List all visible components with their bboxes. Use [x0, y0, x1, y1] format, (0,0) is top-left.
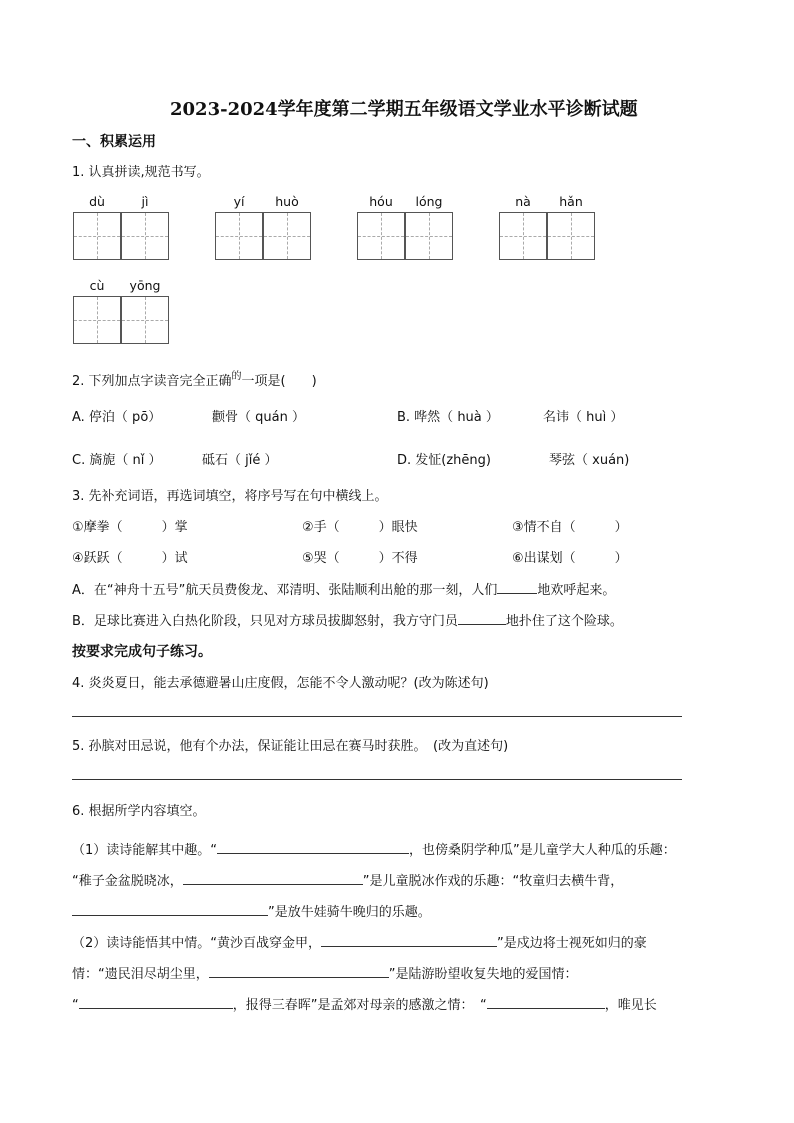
option-c1[interactable]: C. 旖旎（ nǐ ）	[72, 453, 162, 468]
writing-grid-box[interactable]	[405, 212, 453, 260]
question-2-text-end: 一项是( )	[241, 374, 317, 389]
fill-blank[interactable]	[458, 612, 506, 625]
pinyin-label: huò	[275, 194, 299, 209]
writing-grid-box[interactable]	[499, 212, 547, 260]
writing-grid-box[interactable]	[121, 296, 169, 344]
q6-text: ，报得三春晖”是孟郊对母亲的感激之情： “	[232, 998, 487, 1013]
question-6: 6. 根据所学内容填空。	[72, 804, 206, 819]
q6-text: ”是儿童脱冰作戏的乐趣：“牧童归去横牛背，	[362, 874, 624, 889]
q6-part2-line2	[72, 963, 578, 982]
fill-blank[interactable]	[497, 581, 537, 594]
q6-text: （1）读诗能解其中趣。“	[72, 843, 218, 858]
q6-text: ”是陆游盼望收复失地的爱国情：	[388, 967, 578, 982]
idiom-item[interactable]: ⑤哭（ ）不得	[302, 551, 418, 566]
q6-part2-line1	[72, 932, 647, 951]
writing-grid-box[interactable]	[73, 212, 121, 260]
option-a2: 颧骨（ quán ）	[212, 410, 305, 425]
option-d2: 琴弦（ xuán)	[549, 453, 630, 468]
q6-text: “稚子金盆脱晓冰，	[72, 874, 183, 889]
pinyin-label: hóu	[369, 194, 393, 209]
pinyin-label: yōng	[129, 278, 161, 293]
sentence-b-start: B．足球比赛进入白热化阶段，只见对方球员拔脚怒射，我方守门员	[72, 614, 458, 629]
q6-part2-line3	[72, 994, 657, 1013]
writing-grid-box[interactable]	[263, 212, 311, 260]
pinyin-label: dù	[89, 194, 105, 209]
answer-line[interactable]	[72, 716, 682, 717]
pinyin-label: lóng	[415, 194, 443, 209]
question-4: 4. 炎炎夏日，能去承德避暑山庄度假，怎能不令人激动呢？(改为陈述句)	[72, 676, 489, 691]
q6-text: “	[72, 998, 79, 1013]
fill-blank[interactable]	[209, 965, 389, 978]
fill-blank[interactable]	[321, 934, 497, 947]
writing-grid-box[interactable]	[121, 212, 169, 260]
fill-blank[interactable]	[487, 996, 605, 1009]
question-2	[72, 367, 317, 389]
idiom-item[interactable]: ③情不自（ ）	[512, 520, 628, 535]
q6-text: ”是放牛娃骑牛晚归的乐趣。	[268, 905, 431, 920]
sentence-b-end: 地扑住了这个险球。	[505, 614, 623, 629]
q6-part1-line3	[72, 901, 431, 920]
section-heading-sentences: 按要求完成句子练习。	[72, 644, 212, 660]
idiom-item[interactable]: ①摩拳（ ）掌	[72, 520, 188, 535]
option-b1[interactable]: B. 哗然（ huà ）	[397, 410, 499, 425]
pinyin-label: yí	[233, 194, 245, 209]
sentence-a-end: 地欢呼起来。	[537, 583, 616, 598]
dotted-char: 的	[231, 371, 242, 382]
answer-line[interactable]	[72, 779, 682, 780]
fill-blank[interactable]	[217, 841, 409, 854]
question-2-text: 2. 下列加点字读音完全正确	[72, 374, 232, 389]
question-1: 1. 认真拼读,规范书写。	[72, 165, 210, 180]
pinyin-label: hǎn	[559, 194, 583, 209]
sentence-a	[72, 579, 615, 598]
writing-grid-box[interactable]	[215, 212, 263, 260]
pinyin-label: cù	[89, 278, 105, 293]
option-c2: 砥石（ jǐé ）	[202, 453, 278, 468]
q6-text: ，唯见长	[604, 998, 657, 1013]
option-b2: 名讳（ huì ）	[543, 410, 624, 425]
writing-grid-box[interactable]	[357, 212, 405, 260]
q6-part1-line1	[72, 839, 676, 858]
question-5: 5. 孙膑对田忌说，他有个办法，保证能让田忌在赛马时获胜。 (改为直述句)	[72, 739, 509, 754]
writing-grid-box[interactable]	[547, 212, 595, 260]
option-d1[interactable]: D. 发怔(zhēng)	[397, 453, 491, 468]
pinyin-label: jì	[141, 194, 149, 209]
pinyin-label: nà	[515, 194, 531, 209]
sentence-a-start: A．在“神舟十五号”航天员费俊龙、邓清明、张陆顺利出舱的那一刻，人们	[72, 583, 498, 598]
fill-blank[interactable]	[72, 903, 268, 916]
fill-blank[interactable]	[183, 872, 363, 885]
idiom-item[interactable]: ⑥出谋划（ ）	[512, 551, 628, 566]
question-3: 3. 先补充词语，再选词填空，将序号写在句中横线上。	[72, 489, 388, 504]
writing-grid-box[interactable]	[73, 296, 121, 344]
q6-text: ”是戍边将士视死如归的豪	[497, 936, 647, 951]
section-heading-1: 一、积累运用	[72, 134, 156, 150]
q6-text: 情：“遗民泪尽胡尘里，	[72, 967, 209, 982]
sentence-b	[72, 610, 623, 629]
idiom-item[interactable]: ④跃跃（ ）试	[72, 551, 188, 566]
q6-text: ，也傍桑阴学种瓜”是儿童学大人种瓜的乐趣：	[409, 843, 676, 858]
fill-blank[interactable]	[79, 996, 233, 1009]
option-a1[interactable]: A. 停泊（ pō）	[72, 410, 162, 425]
q6-part1-line2	[72, 870, 623, 889]
idiom-item[interactable]: ②手（ ）眼快	[302, 520, 418, 535]
page-title: 2023-2024学年度第二学期五年级语文学业水平诊断试题	[170, 99, 638, 120]
q6-text: （2）读诗能悟其中情。“黄沙百战穿金甲，	[72, 936, 322, 951]
